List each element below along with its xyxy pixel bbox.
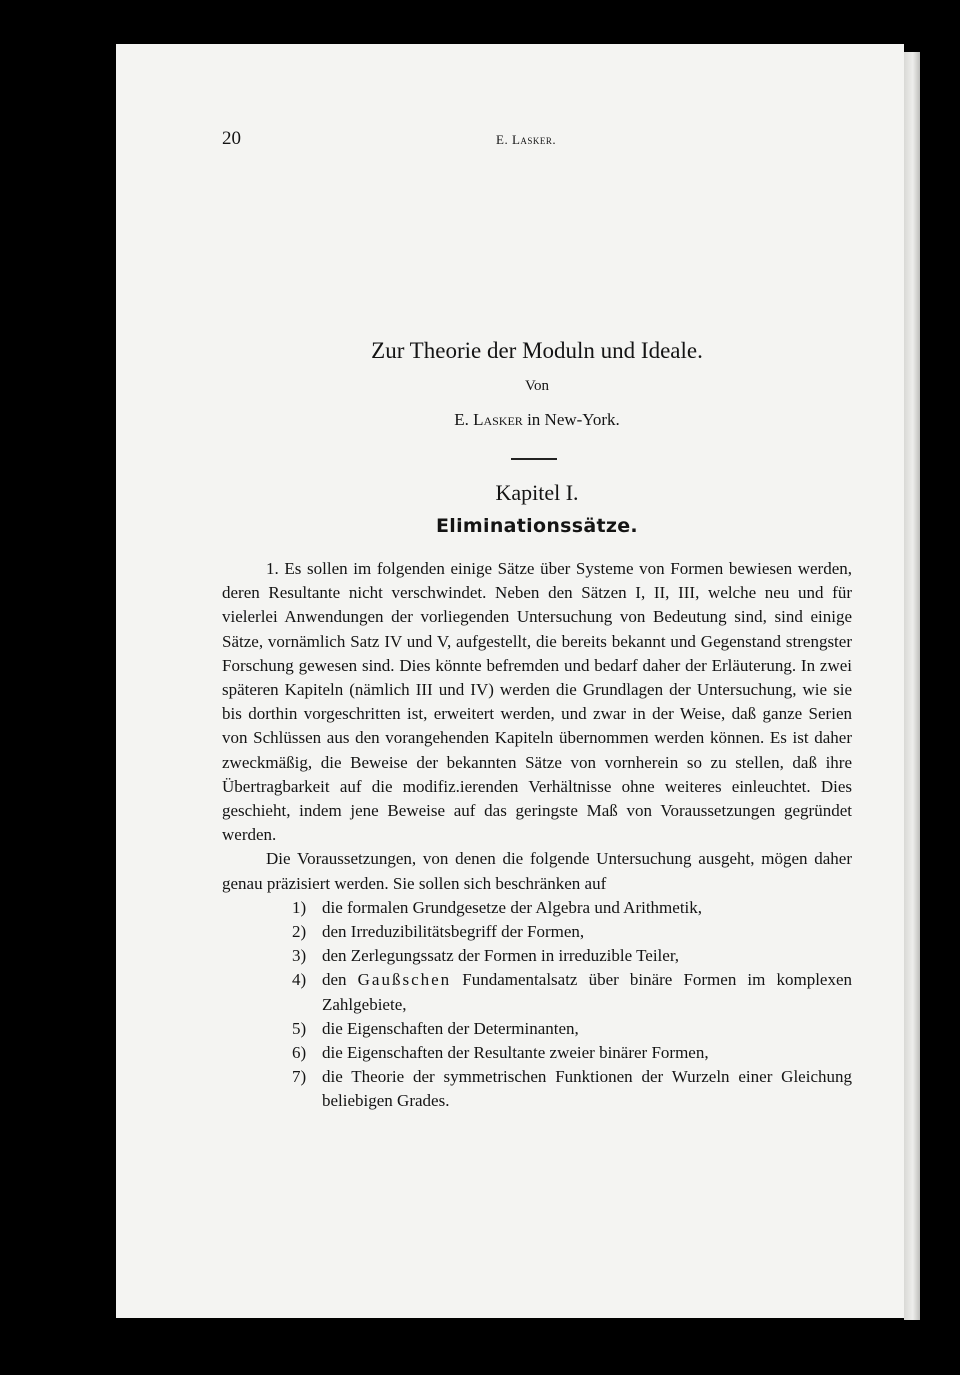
list-item-text: die Theorie der symmetrischen Funktionen der Wurzeln einer Gleichung beliebigen Grades. (322, 1067, 852, 1111)
list-item-text: die formalen Grundgesetze der Algebra und Arithmetik, (322, 897, 703, 917)
article-title: Zur Theorie der Moduln und Ideale. (371, 338, 703, 363)
list-item-text-spaced: Gaußschen (357, 970, 452, 990)
list-item-text-before: den (322, 970, 358, 990)
section-heading: Eliminationssätze. (436, 515, 638, 537)
page-header (222, 128, 852, 154)
paragraph-2: Die Voraussetzungen, von denen die folgende Untersuchung ausgeht, mögen daher genau präzisiert werden. Sie sollen sich beschränken auf (222, 849, 852, 893)
author-location: in New-York. (522, 410, 620, 429)
list-item-text: den Zerlegungssatz der Formen in irreduzible Teiler, (322, 946, 680, 966)
list-item (222, 1017, 852, 1041)
list-item-number: 4) (292, 970, 307, 990)
body-text (222, 557, 852, 1114)
title-divider (511, 458, 557, 460)
list-item-number: 3) (292, 946, 307, 966)
paragraph-1: 1. Es sollen im folgenden einige Sätze über Systeme von Formen bewiesen werden, deren Resultante nicht verschwindet. Neben den Sätzen I, II, III, welche neu und für vielerlei Anwendungen der vorliegenden Untersuchung von Bedeutung sind, sind einige Sätze, vornämlich Satz IV und V, aufgestellt, die bereits bekannt und Gegenstand strengster Forschung gewesen sind. Dies könnte befremden und bedarf daher der Erläuterung. In zwei späteren Kapiteln (nämlich III und IV) werden die Grundlagen der Untersuchung, wie sie bis dorthin vorgeschritten ist, erweitert werden, und zwar in der Weise, daß ganze Serien von Schlüssen aus den vorangehenden Kapiteln übernommen werden können. Es ist daher zweckmäßig, die Beweise der bekannten Sätze von vornherein so zu stellen, daß ihre Übertragbarkeit auf die modifiz.ierenden Verhältnisse ohne weiteres einleuchtet. Dies geschieht, indem jene Beweise auf das geringste Maß von Voraussetzungen gegründet werden. (222, 559, 852, 845)
chapter-heading: Kapitel I. (495, 480, 579, 505)
byline-von: Von (525, 378, 549, 394)
page-edge (904, 52, 920, 1320)
list-item (222, 1041, 852, 1065)
list-item-number: 7) (292, 1067, 307, 1087)
list-item (222, 920, 852, 944)
list-item-text-after: Fundamentalsatz über binäre Formen im komplexen Zahlgebiete, (322, 970, 853, 1014)
author-name: E. Lasker (454, 410, 523, 429)
list-item-number: 2) (292, 922, 307, 942)
list-item-text: die Eigenschaften der Determinanten, (322, 1018, 579, 1038)
list-item-text: den Irreduzibilitätsbegriff der Formen, (322, 922, 585, 942)
list-item-number: 5) (292, 1018, 307, 1038)
author-line (222, 410, 852, 430)
list-item-number: 1) (292, 897, 307, 917)
list-item (222, 896, 852, 920)
list-item (222, 944, 852, 968)
assumption-list (222, 896, 852, 1114)
list-item (222, 968, 852, 1016)
list-item (222, 1065, 852, 1113)
running-head: E. Lasker. (496, 132, 557, 147)
list-item-number: 6) (292, 1043, 307, 1063)
list-item-text: die Eigenschaften der Resultante zweier binärer Formen, (322, 1043, 709, 1063)
page-number: 20 (222, 128, 241, 149)
